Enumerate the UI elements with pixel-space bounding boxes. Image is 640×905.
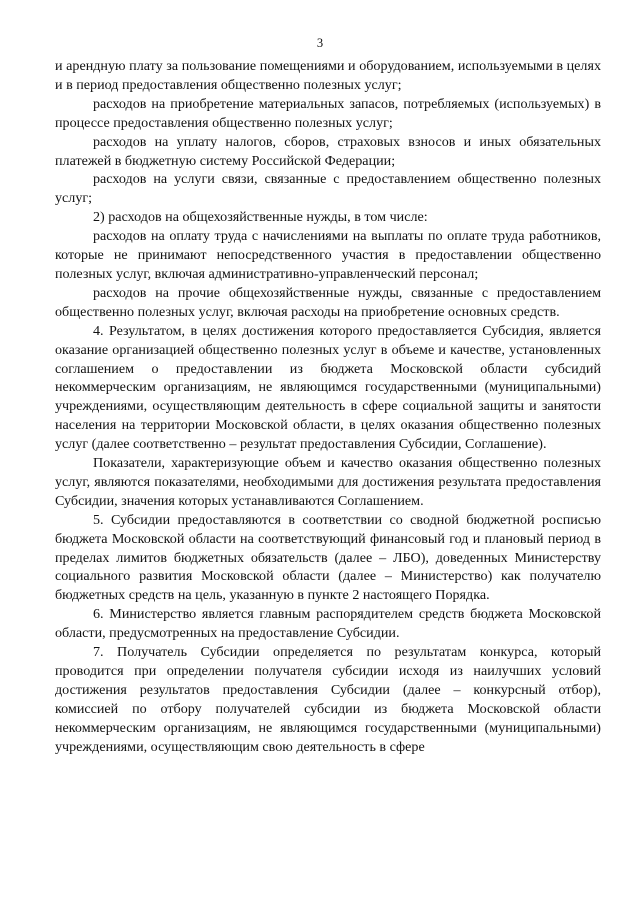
paragraph: расходов на уплату налогов, сборов, страховых взносов и иных обязательных платежей в бюджетную систему Российской Федерации; [55, 133, 601, 169]
paragraph: Показатели, характеризующие объем и качество оказания общественно полезных услуг, являются показателями, необходимыми для достижения результата предоставления Субсидии, значения которых устанавливаются Соглашением. [55, 455, 601, 509]
paragraph: 5. Субсидии предоставляются в соответствии со сводной бюджетной росписью бюджета Московской области на соответствующий финансовый год и плановый период в пределах лимитов бюджетных обязательств (далее – ЛБО), доведенных Министерству социального развития Московской области (далее – Министерство) как получателю бюджетных средств на цель, указанную в пункте 2 настоящего Порядка. [55, 511, 601, 604]
paragraph: 2) расходов на общехозяйственные нужды, в том числе: [93, 209, 428, 226]
document-body [55, 57, 601, 757]
paragraph: расходов на услуги связи, связанные с предоставлением общественно полезных услуг; [55, 171, 601, 207]
paragraph: 6. Министерство является главным распорядителем средств бюджета Московской области, предусмотренных на предоставление Субсидии. [55, 606, 601, 642]
paragraph: расходов на оплату труда с начислениями на выплаты по оплате труда работников, которые не принимают непосредственного участия в предоставлении общественно полезных услуг, включая административно-управленческий персонал; [55, 228, 601, 282]
paragraph: расходов на приобретение материальных запасов, потребляемых (используемых) в процессе предоставления общественно полезных услуг; [55, 95, 601, 131]
page-number: 3 [316, 36, 324, 50]
paragraph: 4. Результатом, в целях достижения которого предоставляется Субсидия, является оказание организацией общественно полезных услуг в объеме и качестве, установленных соглашением о предоставлении из бюджета Московской области субсидий некоммерческим организациям, не являющимся государственными (муниципальными) учреждениями, осуществляющим деятельность в сфере социальной защиты и занятости населения на территории Московской области, в целях оказания общественно полезных услуг (далее соответственно – результат предоставления Субсидии, Соглашение). [55, 322, 601, 453]
paragraph: и арендную плату за пользование помещениями и оборудованием, используемыми в целях и в период предоставления общественно полезных услуг; [55, 58, 601, 93]
paragraph: расходов на прочие общехозяйственные нужды, связанные с предоставлением общественно полезных услуг, включая расходы на приобретение основных средств. [55, 284, 601, 320]
paragraph: 7. Получатель Субсидии определяется по результатам конкурса, который проводится при определении получателя субсидии исходя из наилучших условий достижения результатов предоставления Субсидии (далее – конкурсный отбор), комиссией по отбору получателей субсидии из бюджета Московской области некоммерческим организациям, не являющимся государственными (муниципальными) учреждениями, осуществляющим свою деятельность в сфере [55, 644, 601, 755]
